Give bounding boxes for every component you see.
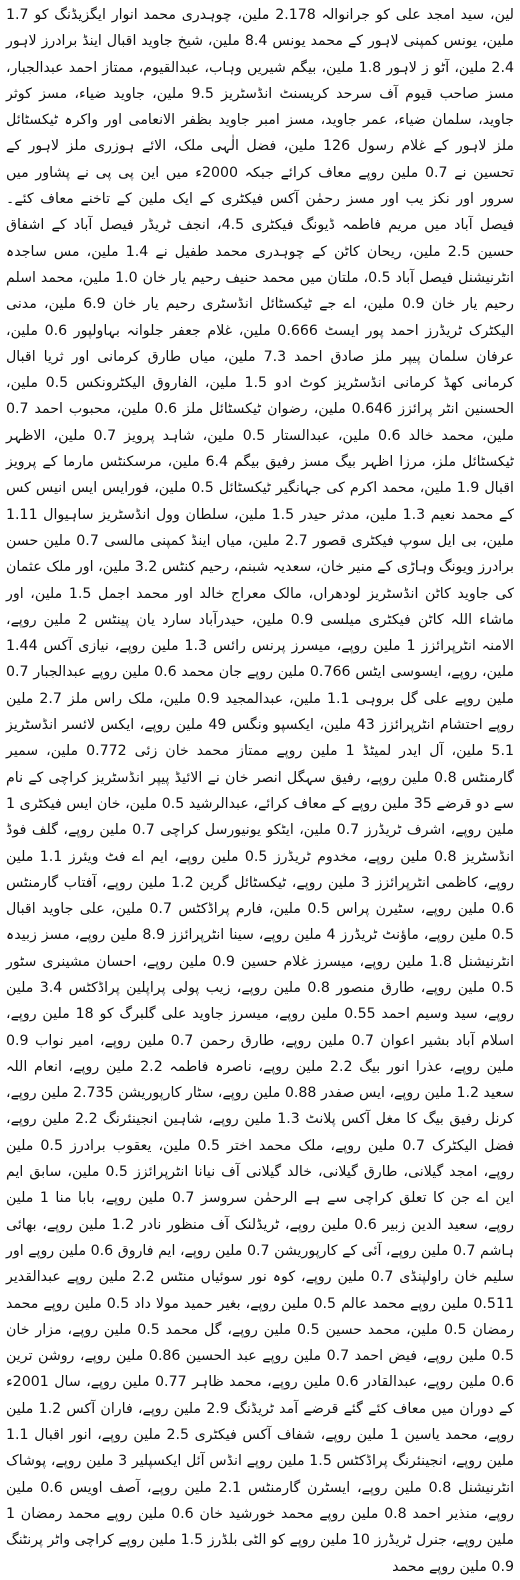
article-paragraph: لین، سید امجد علی کو جرانوالہ 2.178 ملین، چوہدری محمد انوار ایگزیڈنگ کو 1.7 ملین، یونس کمپنی لاہور کے محمد یونس 8.4 ملین، شیخ جاوید اقبال اینڈ برادرز لاہور 2.4 ملین، آٹو ز لاہور 1.8 ملین، بیگم شیریں وہاب، عبدالقیوم، ممتاز احمد عبدالجبار، مسز صاحب قیوم آف سرحد کریسنٹ انڈسٹریز 9.5 ملین، جاوید ضیاء، مسز کوثر جاوید، سلمان ضیاء، عمر جاوید، مسز امبر جاوید بظفر الانعامی اور واکرہ ٹیکسٹائل ملز لاہور کے غلام رسول 126 ملین، فضل الٰہی ملک، الائے ہوزری ملز لاہور کے تحسین نے 0.7 ملین روپے معاف کرائے جبکہ 2000ء میں این پی پی نے پشاور میں سرور اور نکز یب اور مسز رحمٰن آکس فیکٹری کے ایک ملین کے تاخنے معاف کئے۔ فیصل آباد میں مریم فاطمہ ڈیونگ فیکٹری 4.5، انجف ٹریڈر فیصل آباد کے اشفاق حسین 2.5 ملین، ریحان کاٹن کے چوہدری محمد طفیل نے 1.4 ملین، مس ساجدہ انٹرنیشنل فیصل آباد 0.5، ملتان میں محمد حنیف رحیم یار خان 1.0 ملین، محمد اسلم رحیم یار خان 0.9 ملین، اے جے ٹیکسٹائل انڈسٹری رحیم یار خان 6.9 ملین، مدنی الیکٹرک ٹریڈرز احمد پور ایسٹ 0.666 ملین، غلام جعفر جلوانہ بہاولپور 0.6 ملین، عرفان سلمان پیپر ملز صادق احمد 7.3 ملین، میاں طارق کرمانی اور ثریا اقبال کرمانی کھڈ کرمانی انڈسٹریز کوٹ ادو 1.5 ملین، الفاروق الیکٹرونکس 0.5 ملین، الحسنین انٹر پرائزز 0.646 ملین، رضوان ٹیکسٹائل ملز 0.6 ملین، محبوب احمد 0.7 ملین، محمد خالد 0.6 ملین، عبدالستار 0.5 ملین، شاہد پرویز 0.7 ملین، الاظہر ٹیکسٹائل ملز، مرزا اظہر بیگ مسز رفیق بیگم 6.4 ملین، مرسکنٹس مارما کے پرویز اقبال 1.9 ملین، محمد اکرم کی جہانگیر ٹیکسٹائل 0.5 ملین، فورایس ایس انیس کس کے محمد نعیم 1.3 ملین، مدثر حیدر 1.5 ملین، سلطان وول انڈسٹریز ساہیوال 1.11 ملین، بی ایل سوپ فیکٹری قصور 2.7 ملین، میاں اینڈ کمپنی مالسی 0.7 ملین حسن برادرز ویونگ وہاڑی کے منیر خان، سعدیہ شبنم، رحیم کنٹس 3.2 ملین، اور ملک عثمان کی جاوید کاٹن انڈسٹریز لودھراں، مالک معراج خالد اور محمد اجمل 1.5 ملین، اور ماشاء اللہ کاٹن فیکٹری میلسی 0.9 ملین، حیدرآباد سارد یان پینٹس 2 ملین روپے، الامنہ انٹرپرائزز 1 ملین روپے، میسرز پرنس رائس 1.3 ملین روپے، نیازی آکس 1.44 ملین، روپے، ایسوسی ایٹس 0.766 ملین روپے جان محمد 0.6 ملین روپے عبدالجبار 0.7 ملین روپے علی گل بروہی 1.1 ملین، عبدالمجید 0.9 ملین، ملک راس ملز 2.7 ملین روپے احتشام انٹرپرائزز 43 ملین، ایکسپو ونگس 49 ملین روپے، ایکس لائسر انڈسٹریز 5.1 ملین، آل ایدر لمیٹڈ 1 ملین روپے ممتاز محمد خان زئی 0.772 ملین، سمیر گارمنٹس 0.8 ملین روپے، رفیق سہگل انصر خان نے الائیڈ پیپر انڈسٹریز کراچی کے نام سے دو قرضے 35 ملین روپے کے معاف کرائے، عبدالرشید 0.5 ملین، خان ایس فیکٹری 1 ملین روپے، اشرف ٹریڈرز 0.7 ملین، ایٹکو یونیورسل کراچی 0.7 ملین روپے، گلف فوڈ انڈسٹریز 0.8 ملین روپے، مخدوم ٹریڈرز 0.5 ملین روپے، ایم اے فٹ ویئرز 1.1 ملین روپے، کاظمی انٹرپرائزز 3 ملین روپے، ٹیکسٹائل گرین 1.2 ملین روپے، آفتاب گارمنٹس 0.6 ملین روپے، سٹیرن پراس 0.5 ملین، فارم پراڈکٹس 0.7 ملین، علی جاوید اقبال 0.5 ملین روپے، ماؤنٹ ٹریڈرز 4 ملین روپے، سینا انٹرپرائزز 8.9 ملین روپے، مسز زبیدہ انٹرنیشنل 1.8 ملین روپے، میسرز غلام حسین 0.9 ملین روپے، احسان مشینری سٹور 0.5 ملین روپے، طارق منصور 0.8 ملین روپے، زیب پولی پراپلین پراڈکٹس 3.4 ملین روپے، سید وسیم احمد 0.55 ملین روپے، میسرز جاوید علی گلبرگ کو 18 ملین روپے، اسلام آباد بشیر اعوان 0.7 ملین روپے، طارق رحمن 0.7 ملین روپے، امیر نواب 0.9 ملین روپے، عذرا انور بیگ 2.2 ملین روپے، ناصرہ فاطمہ 2.2 ملین روپے، انعام اللہ سعید 1.2 ملین روپے، ایس صفدر 0.88 ملین روپے، سٹار کارپوریشن 2.735 ملین روپے، کرنل رفیق بیگ کا مغل آکس پلانٹ 1.3 ملین روپے، شاہین انجینئرنگ 2.2 ملین روپے، فضل الیکٹرک 0.7 ملین روپے، ملک محمد اختر 0.5 ملین، یعقوب برادرز 0.5 ملین روپے، امجد گیلانی، طارق گیلانی، خالد گیلانی آف نیانا انٹرپرائزز 0.5 ملین، سابق ایم این اے جن کا تعلق کراچی سے ہے الرحمٰن سروسز 0.7 ملین روپے، بابا منا 1 ملین روپے، سعید الدین زبیر 0.6 ملین روپے، ٹریڈلنک آف منظور نادر 1.2 ملین روپے، بھائی ہاشم 0.7 ملین روپے، آئی کے کارپوریشن 0.7 ملین روپے، ایم فاروق 0.6 ملین روپے اور سلیم خان راولپنڈی 0.7 ملین روپے، کوہ نور سوئیاں منٹس 2.2 ملین روپے عبدالقدیر 0.511 ملین روپے محمد عالم 0.5 ملین روپے، بغیر حمید مولا داد 0.5 ملین روپے محمد رمضان 0.5 ملین، محمد حسین 0.5 ملین روپے، گل محمد 0.5 ملین روپے، مزار خان 0.5 ملین روپے، فیض احمد 0.7 ملین روپے عبد الحسین 0.86 ملین روپے، روشن ترین 0.6 ملین روپے، عبدالقادر 0.6 ملین روپے، محمد ظاہر 0.77 ملین روپے، سال 2001ء کے دوران میں معاف کئے گئے قرضے آمد ٹریڈنگ 2.9 ملین روپے، فاران آکس 1.2 ملین روپے، محمد یاسین 1 ملین روپے، شفاف آکس فیکٹری 2.5 ملین روپے، انور اقبال 1.1 ملین روپے، انجینئرنگ پراڈکٹس 1.5 ملین روپے انڈس آئل ایکسپلیر 3 ملین روپے، پوشاک انٹرنیشنل 0.8 ملین روپے، ایسٹرن گارمنٹس 2.1 ملین روپے، آصف اویس 0.6 ملین روپے، منذیر احمد 0.8 ملین روپے محمد خورشید خان 0.6 ملین روپے محمد رمضان 1 ملین روپے، جنرل ٹریڈرز 10 ملین روپے کو الٹی بلڈرز 1.5 ملین روپے کراچی واٹر پرنٹنگ 0.9 ملین روپے محمد [6, 7, 515, 1575]
